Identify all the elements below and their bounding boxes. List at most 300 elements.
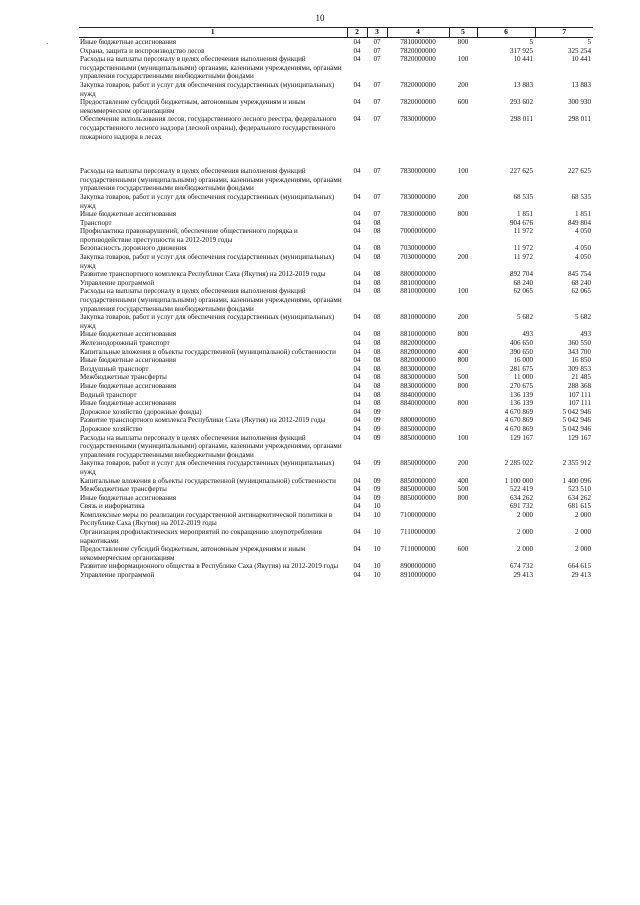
cell-sec: 04 <box>353 167 361 176</box>
col-header-4: 4 <box>387 28 449 38</box>
cell-sub: 08 <box>373 390 381 399</box>
cell-name: Водный транспорт <box>80 390 137 399</box>
cell-v7: 298 011 <box>568 115 591 124</box>
cell-sub: 09 <box>373 493 381 502</box>
cell-kind: 100 <box>457 167 469 176</box>
table-row <box>79 459 593 476</box>
table-row <box>79 115 593 167</box>
cell-v6: 270 675 <box>509 381 533 390</box>
col-header-6: 6 <box>477 28 535 38</box>
table-row <box>79 38 593 47</box>
cell-code: 7030000000 <box>400 244 436 253</box>
cell-v7: 343 700 <box>567 347 591 356</box>
cell-code <box>387 219 449 228</box>
cell-sec: 04 <box>353 459 361 468</box>
cell-sec: 04 <box>353 98 361 107</box>
cell-v6: 4 670 869 <box>504 416 533 425</box>
cell-kind: 100 <box>457 55 469 64</box>
cell-v6: 892 704 <box>509 270 533 279</box>
cell-v6: 904 676 <box>509 218 533 227</box>
cell-name: Иные бюджетные ассигнования <box>80 381 177 390</box>
cell-v6: 522 419 <box>509 485 533 494</box>
cell-sub: 07 <box>373 55 381 64</box>
table-row <box>79 98 593 115</box>
cell-name: Расходы на выплаты персоналу в целях обеспечения выполнения функций государственными (муниципальными) органами, казенными учреждениями, органами управления государственными внебюджетными фондами <box>80 55 342 81</box>
cell-kind: 800 <box>457 493 469 502</box>
cell-name: Закупка товаров, работ и услуг для обеспечения государственных (муниципальных) нужд <box>80 459 335 476</box>
cell-sub: 10 <box>373 528 381 537</box>
cell-v7: 5 042 946 <box>562 407 591 416</box>
table-row <box>79 47 593 56</box>
cell-v7: 849 804 <box>567 218 591 227</box>
cell-code: 7810000000 <box>400 38 436 46</box>
cell-name: Иные бюджетные ассигнования <box>80 210 177 219</box>
cell-sec: 04 <box>353 253 361 262</box>
cell-v6: 691 732 <box>509 502 533 511</box>
cell-v7: 4 050 <box>575 244 591 253</box>
cell-sub: 09 <box>373 424 381 433</box>
cell-v7: 2 000 <box>575 545 591 554</box>
cell-v7: 325 254 <box>567 46 591 55</box>
cell-kind: 800 <box>457 399 469 408</box>
cell-v6: 2 000 <box>517 510 533 519</box>
cell-code: 8850000000 <box>400 493 436 502</box>
table-row <box>79 545 593 562</box>
cell-sec: 04 <box>353 287 361 296</box>
cell-sec: 04 <box>353 192 361 201</box>
cell-sec: 04 <box>353 381 361 390</box>
cell-v7: 845 754 <box>567 270 591 279</box>
margin-mark: · <box>46 40 49 48</box>
cell-sub: 07 <box>373 98 381 107</box>
cell-v6: 293 602 <box>509 98 533 107</box>
cell-name: Иные бюджетные ассигнования <box>80 38 177 46</box>
cell-sub: 07 <box>373 192 381 201</box>
cell-v6: 136 139 <box>509 399 533 408</box>
cell-kind <box>449 425 477 434</box>
cell-kind <box>449 219 477 228</box>
cell-code: 8800000000 <box>400 270 436 279</box>
cell-v6: 390 650 <box>509 347 533 356</box>
cell-name: Управление программой <box>80 571 155 580</box>
cell-name: Развитие информационного общества в Республике Саха (Якутия) на 2012-2019 годы <box>80 562 339 571</box>
table-row <box>79 399 593 408</box>
cell-v7: 68 240 <box>571 278 591 287</box>
cell-kind: 200 <box>457 80 469 89</box>
cell-v7: 2 000 <box>575 528 591 537</box>
cell-kind <box>449 279 477 288</box>
cell-sub: 10 <box>373 545 381 554</box>
cell-v7: 309 853 <box>567 364 591 373</box>
cell-sec: 04 <box>353 55 361 64</box>
cell-name: Закупка товаров, работ и услуг для обеспечения государственных (муниципальных) нужд <box>80 192 335 210</box>
cell-name: Управление программой <box>80 278 155 287</box>
cell-sub: 08 <box>373 253 381 262</box>
cell-kind: 100 <box>457 287 469 296</box>
cell-name: Иные бюджетные ассигнования <box>80 356 177 365</box>
cell-sec: 04 <box>353 399 361 408</box>
cell-v6: 62 065 <box>513 287 533 296</box>
table-row <box>79 477 593 486</box>
cell-code: 8850000000 <box>400 433 436 442</box>
cell-sub: 08 <box>373 330 381 339</box>
cell-kind <box>449 416 477 425</box>
cell-code: 7110000000 <box>400 528 436 537</box>
cell-code <box>387 408 449 417</box>
table-row <box>79 571 593 580</box>
cell-kind: 500 <box>457 485 469 494</box>
cell-sec: 04 <box>353 330 361 339</box>
table-row <box>79 167 593 193</box>
cell-kind: 600 <box>457 545 469 554</box>
cell-name: Иные бюджетные ассигнования <box>80 493 177 502</box>
cell-code: 8820000000 <box>400 347 436 356</box>
cell-sec: 04 <box>353 407 361 416</box>
cell-kind: 100 <box>457 433 469 442</box>
cell-kind <box>449 562 477 571</box>
table-row <box>79 485 593 494</box>
cell-code: 8850000000 <box>400 485 436 494</box>
cell-v6: 11 972 <box>513 253 533 262</box>
cell-v7: 5 682 <box>575 313 591 322</box>
cell-code: 7030000000 <box>400 253 436 262</box>
cell-v6: 4 670 869 <box>504 407 533 416</box>
cell-sub: 08 <box>373 399 381 408</box>
table-row <box>79 270 593 279</box>
cell-v7: 21 485 <box>571 373 591 382</box>
cell-kind: 400 <box>457 476 469 485</box>
cell-kind: 500 <box>457 373 469 382</box>
cell-v6: 317 925 <box>509 46 533 55</box>
table-row <box>79 210 593 219</box>
cell-code: 7830000000 <box>400 167 436 176</box>
cell-sub: 09 <box>373 476 381 485</box>
cell-v6: 281 675 <box>509 364 533 373</box>
col-header-3: 3 <box>367 28 387 38</box>
cell-v6: 13 883 <box>513 80 533 89</box>
table-row <box>79 339 593 348</box>
cell-sub: 08 <box>373 218 381 227</box>
cell-v7: 634 262 <box>567 493 591 502</box>
cell-sub: 07 <box>373 38 381 46</box>
cell-v7: 681 615 <box>567 502 591 511</box>
table-row <box>79 494 593 503</box>
cell-v6: 227 625 <box>509 167 533 176</box>
cell-v6: 29 413 <box>513 571 533 580</box>
cell-sub: 09 <box>373 433 381 442</box>
cell-sub: 10 <box>373 562 381 571</box>
cell-name: Дорожное хозяйство (дорожные фонды) <box>80 407 202 416</box>
cell-sec: 04 <box>353 115 361 124</box>
cell-kind <box>449 365 477 374</box>
cell-name: Капитальные вложения в объекты государственной (муниципальной) собственности <box>80 476 336 485</box>
cell-sec: 04 <box>353 433 361 442</box>
cell-sub: 08 <box>373 373 381 382</box>
cell-kind: 800 <box>457 38 469 46</box>
cell-sec: 04 <box>353 476 361 485</box>
cell-v7: 5 <box>587 38 591 46</box>
cell-v7: 227 625 <box>567 167 591 176</box>
cell-sub: 07 <box>373 46 381 55</box>
cell-code: 7820000000 <box>400 55 436 64</box>
cell-sub: 08 <box>373 356 381 365</box>
cell-v7: 13 883 <box>571 80 591 89</box>
cell-kind: 400 <box>457 347 469 356</box>
cell-name: Железнодорожный транспорт <box>80 339 170 347</box>
cell-sub: 08 <box>373 287 381 296</box>
cell-kind <box>449 270 477 279</box>
cell-name: Воздушный транспорт <box>80 364 149 373</box>
col-header-5: 5 <box>449 28 477 38</box>
col-header-1: 1 <box>79 28 347 38</box>
cell-sub: 07 <box>373 167 381 176</box>
cell-kind <box>449 528 477 545</box>
page-number: 10 <box>315 13 325 23</box>
cell-name: Закупка товаров, работ и услуг для обеспечения государственных (муниципальных) нужд <box>80 80 335 98</box>
cell-sec: 04 <box>353 227 361 236</box>
cell-name: Охрана, защита и воспроизводство лесов <box>80 46 205 55</box>
cell-name: Организация профилактических мероприятий по сокращению злоупотребления наркотиками <box>80 528 322 545</box>
cell-kind <box>449 391 477 400</box>
cell-name: Закупка товаров, работ и услуг для обеспечения государственных (муниципальных) нужд <box>80 253 335 270</box>
cell-sub: 08 <box>373 270 381 279</box>
cell-code: 8830000000 <box>400 364 436 373</box>
cell-v7: 664 615 <box>567 562 591 571</box>
cell-sec: 04 <box>353 270 361 279</box>
cell-sec: 04 <box>353 545 361 554</box>
cell-sub: 08 <box>373 244 381 253</box>
cell-code: 7820000000 <box>400 80 436 89</box>
cell-name: Межбюджетные трансферты <box>80 373 167 382</box>
cell-code: 8810000000 <box>400 330 436 339</box>
cell-v6: 2 285 022 <box>504 459 533 468</box>
cell-name: Профилактика правонарушений, обеспечение общественного порядка и противодействие преступности на 2012-2019 годы <box>80 227 298 244</box>
table-row <box>79 348 593 357</box>
cell-sec: 04 <box>353 510 361 519</box>
cell-sec: 04 <box>353 364 361 373</box>
table-row <box>79 55 593 81</box>
cell-sub: 08 <box>373 313 381 322</box>
cell-sec: 04 <box>353 502 361 511</box>
cell-v6: 298 011 <box>510 115 533 124</box>
cell-sub: 09 <box>373 459 381 468</box>
cell-code: 7820000000 <box>400 46 436 55</box>
table-row <box>79 356 593 365</box>
cell-v6: 2 000 <box>517 545 533 554</box>
cell-code: 8850000000 <box>400 424 436 433</box>
table-row <box>79 391 593 400</box>
cell-sub: 07 <box>373 80 381 89</box>
table-row <box>79 528 593 545</box>
cell-kind <box>449 571 477 580</box>
cell-name: Расходы на выплаты персоналу в целях обеспечения выполнения функций государственными (муниципальными) органами, казенными учреждениями, органами управления государственными внебюджетными фондами <box>80 167 342 193</box>
cell-name: Транспорт <box>80 218 112 227</box>
cell-v7: 493 <box>580 330 591 339</box>
table-row <box>79 193 593 210</box>
cell-name: Иные бюджетные ассигнования <box>80 399 177 408</box>
cell-sec: 04 <box>353 210 361 219</box>
cell-name: Межбюджетные трансферты <box>80 485 167 494</box>
cell-code: 8840000000 <box>400 399 436 408</box>
cell-v6: 11 000 <box>513 373 533 382</box>
cell-sub: 07 <box>373 115 381 124</box>
cell-v7: 360 550 <box>567 339 591 347</box>
table-row <box>79 227 593 244</box>
cell-name: Иные бюджетные ассигнования <box>80 330 177 339</box>
cell-name: Предоставление субсидий бюджетным, автономным учреждениям и иным некоммерческим организациям <box>80 98 306 115</box>
cell-kind <box>449 244 477 253</box>
cell-kind <box>449 408 477 417</box>
cell-code: 8900000000 <box>400 562 436 571</box>
cell-v7: 523 510 <box>567 485 591 494</box>
cell-code: 8830000000 <box>400 381 436 390</box>
cell-sec: 04 <box>353 373 361 382</box>
cell-v7: 29 413 <box>571 571 591 580</box>
cell-code: 8830000000 <box>400 373 436 382</box>
cell-sec: 04 <box>353 416 361 425</box>
cell-v7: 4 050 <box>575 227 591 236</box>
cell-sec: 04 <box>353 347 361 356</box>
cell-v7: 1 400 096 <box>562 476 591 485</box>
cell-name: Связь и информатика <box>80 502 145 511</box>
cell-code: 8810000000 <box>400 287 436 296</box>
cell-v7: 129 167 <box>567 433 591 442</box>
cell-name: Развитие транспортного комплекса Республики Саха (Якутия) на 2012-2019 годы <box>80 416 326 425</box>
cell-sub: 08 <box>373 278 381 287</box>
cell-sub: 09 <box>373 485 381 494</box>
cell-v6: 406 650 <box>509 339 533 347</box>
cell-sec: 04 <box>353 38 361 46</box>
table-body <box>79 38 593 580</box>
cell-kind: 200 <box>457 253 469 262</box>
cell-code: 8910000000 <box>400 571 436 580</box>
cell-sub: 08 <box>373 364 381 373</box>
cell-kind: 800 <box>457 210 469 219</box>
cell-kind: 800 <box>457 381 469 390</box>
cell-name: Безопасность дорожного движения <box>80 244 187 253</box>
cell-code: 7820000000 <box>400 98 436 107</box>
cell-sec: 04 <box>353 244 361 253</box>
cell-code: 8800000000 <box>400 416 436 425</box>
table-row <box>79 373 593 382</box>
table-row <box>79 81 593 98</box>
table-row <box>79 244 593 253</box>
cell-sec: 04 <box>353 562 361 571</box>
cell-sub: 10 <box>373 502 381 511</box>
cell-v7: 107 111 <box>568 399 591 408</box>
table-row <box>79 253 593 270</box>
cell-sec: 04 <box>353 339 361 347</box>
header-row <box>79 28 593 38</box>
cell-sec: 04 <box>353 485 361 494</box>
col-header-7: 7 <box>535 28 593 38</box>
cell-kind <box>449 47 477 56</box>
cell-name: Предоставление субсидий бюджетным, автономным учреждениям и иным некоммерческим организациям <box>80 545 306 562</box>
cell-sub: 08 <box>373 227 381 236</box>
cell-code: 7000000000 <box>400 227 436 236</box>
cell-code: 7830000000 <box>400 192 436 201</box>
cell-v7: 288 368 <box>567 381 591 390</box>
cell-code: 8850000000 <box>400 476 436 485</box>
table-row <box>79 382 593 391</box>
cell-code: 8820000000 <box>400 356 436 365</box>
cell-kind: 800 <box>457 356 469 365</box>
cell-v7: 1 851 <box>575 210 591 219</box>
cell-sub: 10 <box>373 510 381 519</box>
cell-v7: 300 930 <box>567 98 591 107</box>
cell-kind: 800 <box>457 330 469 339</box>
cell-v6: 5 682 <box>517 313 533 322</box>
cell-v7: 62 065 <box>571 287 591 296</box>
cell-kind <box>449 339 477 348</box>
cell-name: Обеспечение использования лесов, государственного лесного реестра, федерального государственного лесного надзора (лесной охраны), федерального государственного пожарного надзора в лесах <box>80 115 337 141</box>
cell-sec: 04 <box>353 493 361 502</box>
cell-code <box>387 502 449 511</box>
cell-v7: 68 535 <box>571 192 591 201</box>
cell-code: 7100000000 <box>400 510 436 519</box>
cell-code: 8810000000 <box>400 313 436 322</box>
cell-name: Капитальные вложения в объекты государственной (муниципальной) собственности <box>80 347 336 356</box>
cell-v6: 11 972 <box>513 244 533 253</box>
table-row <box>79 287 593 313</box>
cell-sub: 08 <box>373 381 381 390</box>
cell-v6: 11 972 <box>513 227 533 236</box>
cell-name: Развитие транспортного комплекса Республики Саха (Якутия) на 2012-2019 годы <box>80 270 326 279</box>
cell-sec: 04 <box>353 356 361 365</box>
table-row <box>79 425 593 434</box>
cell-v7: 5 042 946 <box>562 424 591 433</box>
cell-sub: 10 <box>373 571 381 580</box>
table-row <box>79 434 593 460</box>
cell-v6: 674 732 <box>509 562 533 571</box>
cell-sec: 04 <box>353 278 361 287</box>
cell-v6: 493 <box>522 330 533 339</box>
cell-v6: 16 000 <box>513 356 533 365</box>
cell-name: Расходы на выплаты персоналу в целях обеспечения выполнения функций государственными (муниципальными) органами, казенными учреждениями, органами управления государственными внебюджетными фондами <box>80 287 342 313</box>
table-row <box>79 416 593 425</box>
cell-sub: 08 <box>373 339 381 347</box>
cell-v7: 16 850 <box>571 356 591 365</box>
table-row <box>79 502 593 511</box>
cell-code: 8840000000 <box>400 390 436 399</box>
cell-v7: 2 355 912 <box>562 459 591 468</box>
cell-code: 7110000000 <box>400 545 436 554</box>
cell-sec: 04 <box>353 313 361 322</box>
cell-sec: 04 <box>353 424 361 433</box>
cell-code: 7830000000 <box>400 115 436 124</box>
budget-table <box>79 27 593 580</box>
cell-v6: 1 851 <box>517 210 533 219</box>
cell-sec: 04 <box>353 46 361 55</box>
cell-code: 8820000000 <box>400 339 436 347</box>
cell-sub: 07 <box>373 210 381 219</box>
cell-v6: 68 535 <box>513 192 533 201</box>
cell-name: Комплексные меры по реализации государственной антинаркотической политики в Республике Саха (Якутия) на 2012-2019 годы <box>80 510 333 528</box>
cell-v6: 2 000 <box>517 528 533 537</box>
table-row <box>79 562 593 571</box>
col-header-2: 2 <box>347 28 367 38</box>
cell-kind: 200 <box>457 313 469 322</box>
cell-kind: 200 <box>457 192 469 201</box>
cell-name: Расходы на выплаты персоналу в целях обеспечения выполнения функций государственными (муниципальными) органами, казенными учреждениями, органами управления государственными внебюджетными фондами <box>80 433 342 459</box>
cell-kind <box>449 511 477 528</box>
cell-kind: 200 <box>457 459 469 468</box>
cell-v6: 4 670 869 <box>504 424 533 433</box>
table-row <box>79 313 593 330</box>
cell-sec: 04 <box>353 528 361 537</box>
cell-kind <box>449 115 477 167</box>
table-row <box>79 511 593 528</box>
